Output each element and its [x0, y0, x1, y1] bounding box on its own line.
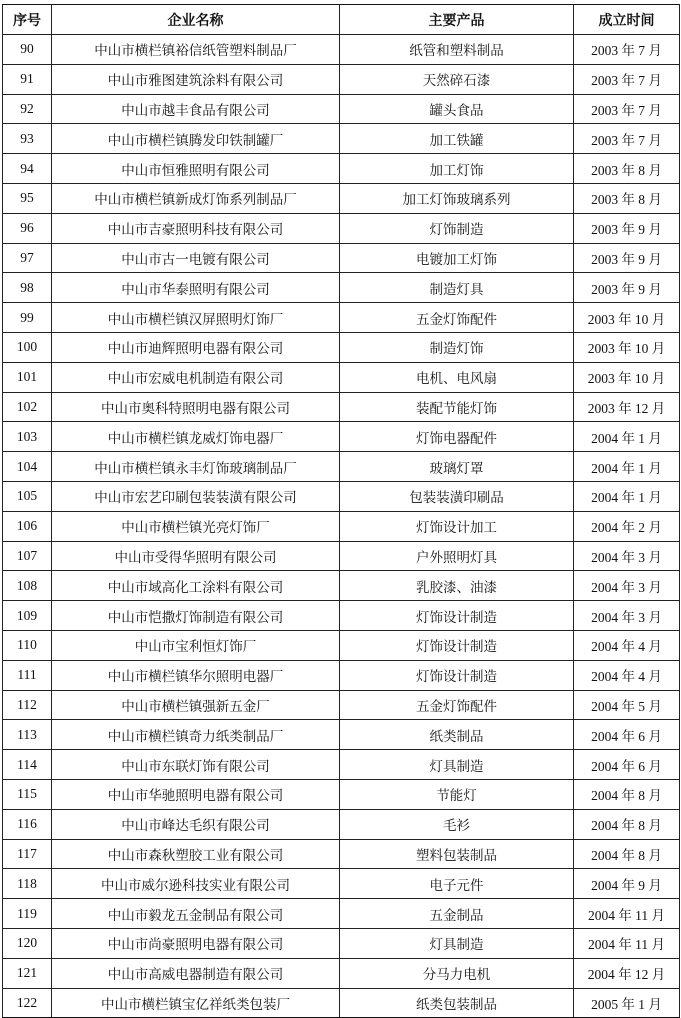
company-name-cell: 中山市宏威电机制造有限公司: [52, 362, 340, 392]
main-product-cell: 五金灯饰配件: [340, 303, 574, 333]
founding-date-cell: 2004 年 5 月: [574, 690, 680, 720]
table-row: [3, 183, 680, 213]
table-row: [3, 958, 680, 988]
company-name-cell: 中山市横栏镇龙威灯饰电器厂: [52, 422, 340, 452]
serial-number-cell: 117: [3, 839, 52, 869]
founding-date-cell: 2003 年 12 月: [574, 392, 680, 422]
main-product-cell: 加工灯饰: [340, 154, 574, 184]
company-name-cell: 中山市吉豪照明科技有限公司: [52, 213, 340, 243]
main-product-cell: 节能灯: [340, 779, 574, 809]
serial-number-cell: 95: [3, 183, 52, 213]
founding-date-cell: 2003 年 10 月: [574, 332, 680, 362]
enterprise-table-page: [2, 4, 679, 1018]
serial-number-cell: 91: [3, 64, 52, 94]
founding-date-cell: 2003 年 7 月: [574, 35, 680, 65]
serial-number-cell: 103: [3, 422, 52, 452]
serial-number-cell: 110: [3, 630, 52, 660]
main-product-cell: 装配节能灯饰: [340, 392, 574, 422]
table-row: [3, 630, 680, 660]
main-product-cell: 灯饰设计加工: [340, 511, 574, 541]
founding-date-cell: 2004 年 8 月: [574, 809, 680, 839]
main-product-cell: 包装装潢印刷品: [340, 481, 574, 511]
company-name-cell: 中山市森秋塑胶工业有限公司: [52, 839, 340, 869]
main-product-cell: 电子元件: [340, 869, 574, 899]
table-row: [3, 541, 680, 571]
table-row: [3, 303, 680, 333]
founding-date-cell: 2004 年 1 月: [574, 481, 680, 511]
founding-date-cell: 2003 年 8 月: [574, 183, 680, 213]
serial-number-cell: 93: [3, 124, 52, 154]
table-row: [3, 601, 680, 631]
main-product-cell: 加工铁罐: [340, 124, 574, 154]
founding-date-cell: 2004 年 12 月: [574, 958, 680, 988]
table-row: [3, 243, 680, 273]
header-founding-date: 成立时间: [574, 5, 680, 35]
founding-date-cell: 2004 年 4 月: [574, 630, 680, 660]
header-serial-number: 序号: [3, 5, 52, 35]
company-name-cell: 中山市横栏镇华尔照明电器厂: [52, 660, 340, 690]
founding-date-cell: 2003 年 9 月: [574, 243, 680, 273]
main-product-cell: 纸类制品: [340, 720, 574, 750]
company-name-cell: 中山市受得华照明有限公司: [52, 541, 340, 571]
main-product-cell: 玻璃灯罩: [340, 452, 574, 482]
enterprise-table: [2, 4, 680, 1018]
table-row: [3, 750, 680, 780]
table-row: [3, 124, 680, 154]
company-name-cell: 中山市域高化工涂料有限公司: [52, 571, 340, 601]
serial-number-cell: 115: [3, 779, 52, 809]
company-name-cell: 中山市毅龙五金制品有限公司: [52, 899, 340, 929]
founding-date-cell: 2004 年 11 月: [574, 928, 680, 958]
main-product-cell: 灯具制造: [340, 750, 574, 780]
main-product-cell: 纸类包装制品: [340, 988, 574, 1018]
serial-number-cell: 101: [3, 362, 52, 392]
serial-number-cell: 120: [3, 928, 52, 958]
serial-number-cell: 92: [3, 94, 52, 124]
company-name-cell: 中山市奥科特照明电器有限公司: [52, 392, 340, 422]
company-name-cell: 中山市横栏镇奇力纸类制品厂: [52, 720, 340, 750]
company-name-cell: 中山市横栏镇汉屏照明灯饰厂: [52, 303, 340, 333]
company-name-cell: 中山市雅图建筑涂料有限公司: [52, 64, 340, 94]
serial-number-cell: 105: [3, 481, 52, 511]
company-name-cell: 中山市横栏镇光亮灯饰厂: [52, 511, 340, 541]
serial-number-cell: 113: [3, 720, 52, 750]
serial-number-cell: 94: [3, 154, 52, 184]
company-name-cell: 中山市华驰照明电器有限公司: [52, 779, 340, 809]
company-name-cell: 中山市宏艺印刷包装装潢有限公司: [52, 481, 340, 511]
table-row: [3, 64, 680, 94]
company-name-cell: 中山市横栏镇强新五金厂: [52, 690, 340, 720]
company-name-cell: 中山市横栏镇腾发印铁制罐厂: [52, 124, 340, 154]
table-row: [3, 213, 680, 243]
main-product-cell: 纸管和塑料制品: [340, 35, 574, 65]
founding-date-cell: 2003 年 7 月: [574, 94, 680, 124]
serial-number-cell: 118: [3, 869, 52, 899]
founding-date-cell: 2003 年 9 月: [574, 273, 680, 303]
serial-number-cell: 108: [3, 571, 52, 601]
serial-number-cell: 111: [3, 660, 52, 690]
table-row: [3, 94, 680, 124]
founding-date-cell: 2003 年 7 月: [574, 64, 680, 94]
table-row: [3, 392, 680, 422]
serial-number-cell: 122: [3, 988, 52, 1018]
main-product-cell: 灯饰设计制造: [340, 660, 574, 690]
serial-number-cell: 90: [3, 35, 52, 65]
main-product-cell: 电机、电风扇: [340, 362, 574, 392]
founding-date-cell: 2003 年 7 月: [574, 124, 680, 154]
company-name-cell: 中山市尚豪照明电器有限公司: [52, 928, 340, 958]
table-row: [3, 332, 680, 362]
company-name-cell: 中山市横栏镇永丰灯饰玻璃制品厂: [52, 452, 340, 482]
company-name-cell: 中山市横栏镇裕信纸管塑料制品厂: [52, 35, 340, 65]
main-product-cell: 灯饰电器配件: [340, 422, 574, 452]
table-row: [3, 422, 680, 452]
founding-date-cell: 2004 年 6 月: [574, 750, 680, 780]
serial-number-cell: 114: [3, 750, 52, 780]
company-name-cell: 中山市恺撒灯饰制造有限公司: [52, 601, 340, 631]
serial-number-cell: 109: [3, 601, 52, 631]
company-name-cell: 中山市迪辉照明电器有限公司: [52, 332, 340, 362]
founding-date-cell: 2003 年 8 月: [574, 154, 680, 184]
founding-date-cell: 2004 年 4 月: [574, 660, 680, 690]
table-row: [3, 362, 680, 392]
founding-date-cell: 2004 年 1 月: [574, 452, 680, 482]
table-row: [3, 154, 680, 184]
table-row: [3, 899, 680, 929]
header-company-name: 企业名称: [52, 5, 340, 35]
table-row: [3, 839, 680, 869]
founding-date-cell: 2004 年 6 月: [574, 720, 680, 750]
main-product-cell: 电镀加工灯饰: [340, 243, 574, 273]
main-product-cell: 塑料包装制品: [340, 839, 574, 869]
company-name-cell: 中山市古一电镀有限公司: [52, 243, 340, 273]
serial-number-cell: 100: [3, 332, 52, 362]
table-header: [3, 5, 680, 35]
main-product-cell: 灯具制造: [340, 928, 574, 958]
main-product-cell: 毛衫: [340, 809, 574, 839]
main-product-cell: 户外照明灯具: [340, 541, 574, 571]
company-name-cell: 中山市横栏镇新成灯饰系列制品厂: [52, 183, 340, 213]
main-product-cell: 灯饰制造: [340, 213, 574, 243]
main-product-cell: 五金制品: [340, 899, 574, 929]
founding-date-cell: 2005 年 1 月: [574, 988, 680, 1018]
table-row: [3, 660, 680, 690]
company-name-cell: 中山市威尔逊科技实业有限公司: [52, 869, 340, 899]
serial-number-cell: 106: [3, 511, 52, 541]
table-row: [3, 720, 680, 750]
company-name-cell: 中山市东联灯饰有限公司: [52, 750, 340, 780]
serial-number-cell: 96: [3, 213, 52, 243]
main-product-cell: 灯饰设计制造: [340, 601, 574, 631]
serial-number-cell: 99: [3, 303, 52, 333]
table-row: [3, 273, 680, 303]
main-product-cell: 加工灯饰玻璃系列: [340, 183, 574, 213]
company-name-cell: 中山市恒雅照明有限公司: [52, 154, 340, 184]
serial-number-cell: 98: [3, 273, 52, 303]
founding-date-cell: 2004 年 2 月: [574, 511, 680, 541]
serial-number-cell: 107: [3, 541, 52, 571]
table-row: [3, 511, 680, 541]
table-row: [3, 481, 680, 511]
company-name-cell: 中山市横栏镇宝亿祥纸类包装厂: [52, 988, 340, 1018]
table-row: [3, 988, 680, 1018]
serial-number-cell: 102: [3, 392, 52, 422]
table-body: [3, 35, 680, 1018]
table-row: [3, 690, 680, 720]
header-row: [3, 5, 680, 35]
main-product-cell: 制造灯具: [340, 273, 574, 303]
founding-date-cell: 2004 年 11 月: [574, 899, 680, 929]
main-product-cell: 罐头食品: [340, 94, 574, 124]
table-row: [3, 35, 680, 65]
main-product-cell: 五金灯饰配件: [340, 690, 574, 720]
company-name-cell: 中山市高威电器制造有限公司: [52, 958, 340, 988]
table-row: [3, 452, 680, 482]
main-product-cell: 天然碎石漆: [340, 64, 574, 94]
company-name-cell: 中山市华泰照明有限公司: [52, 273, 340, 303]
founding-date-cell: 2003 年 9 月: [574, 213, 680, 243]
main-product-cell: 灯饰设计制造: [340, 630, 574, 660]
founding-date-cell: 2004 年 1 月: [574, 422, 680, 452]
company-name-cell: 中山市峰达毛织有限公司: [52, 809, 340, 839]
company-name-cell: 中山市越丰食品有限公司: [52, 94, 340, 124]
table-row: [3, 869, 680, 899]
founding-date-cell: 2004 年 8 月: [574, 779, 680, 809]
founding-date-cell: 2004 年 9 月: [574, 869, 680, 899]
main-product-cell: 制造灯饰: [340, 332, 574, 362]
main-product-cell: 分马力电机: [340, 958, 574, 988]
serial-number-cell: 116: [3, 809, 52, 839]
serial-number-cell: 104: [3, 452, 52, 482]
main-product-cell: 乳胶漆、油漆: [340, 571, 574, 601]
company-name-cell: 中山市宝利恒灯饰厂: [52, 630, 340, 660]
founding-date-cell: 2004 年 3 月: [574, 571, 680, 601]
serial-number-cell: 112: [3, 690, 52, 720]
serial-number-cell: 121: [3, 958, 52, 988]
table-row: [3, 571, 680, 601]
founding-date-cell: 2003 年 10 月: [574, 362, 680, 392]
serial-number-cell: 119: [3, 899, 52, 929]
serial-number-cell: 97: [3, 243, 52, 273]
header-main-product: 主要产品: [340, 5, 574, 35]
founding-date-cell: 2004 年 3 月: [574, 601, 680, 631]
founding-date-cell: 2004 年 8 月: [574, 839, 680, 869]
founding-date-cell: 2003 年 10 月: [574, 303, 680, 333]
table-row: [3, 809, 680, 839]
table-row: [3, 779, 680, 809]
table-row: [3, 928, 680, 958]
founding-date-cell: 2004 年 3 月: [574, 541, 680, 571]
